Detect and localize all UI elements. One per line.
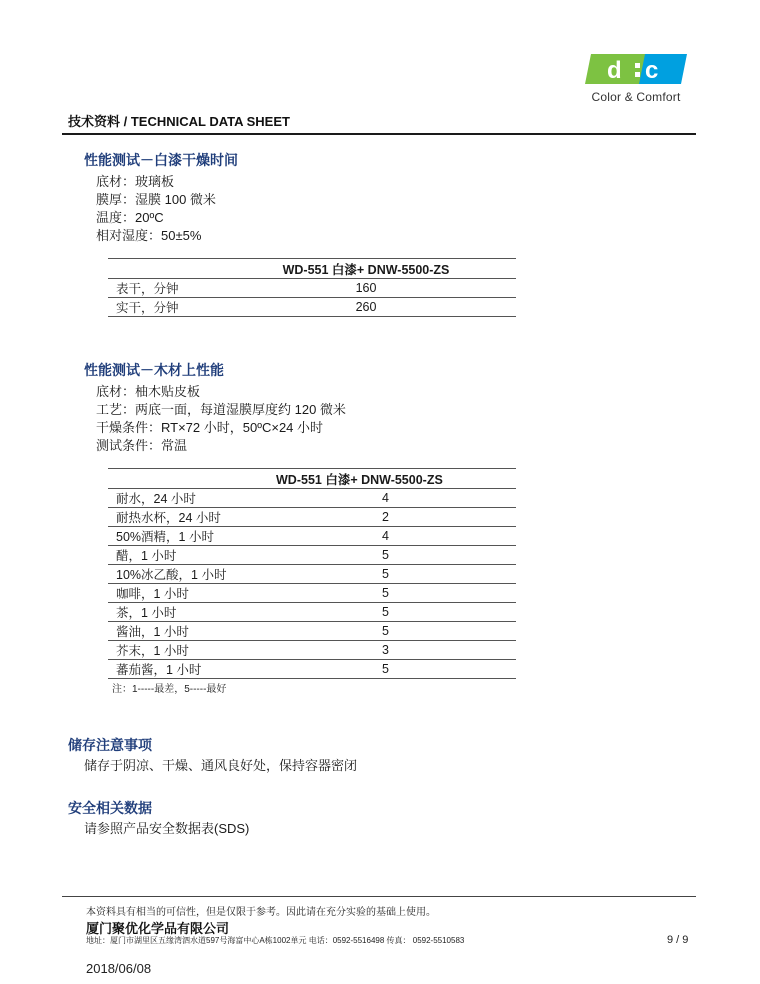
row-label: 表干，分钟 bbox=[108, 279, 216, 298]
row-label: 蕃茄酱，1 小时 bbox=[108, 660, 276, 679]
footer-divider bbox=[62, 896, 696, 897]
table-row bbox=[108, 298, 516, 317]
row-value: 2 bbox=[276, 508, 516, 527]
storage-text: 储存于阴凉、干燥、通风良好处，保持容器密闭 bbox=[84, 758, 358, 773]
row-label: 耐水，24 小时 bbox=[108, 489, 276, 508]
table-row bbox=[108, 546, 516, 565]
footer-address: 地址：厦门市湖里区五缘湾泗水道597号海富中心A栋1002单元 电话：0592-5516498 传真： 0592-5510583 bbox=[86, 936, 465, 945]
table-header: WD-551 白漆+ DNW-5500-ZS bbox=[276, 469, 516, 489]
footer-company-name: 厦门聚优化学品有限公司 bbox=[86, 921, 230, 936]
table-row bbox=[108, 489, 516, 508]
row-label: 实干，分钟 bbox=[108, 298, 216, 317]
row-value: 5 bbox=[276, 622, 516, 641]
company-logo bbox=[585, 52, 687, 104]
table-header-row bbox=[108, 469, 516, 489]
row-value: 260 bbox=[216, 298, 516, 317]
table-row bbox=[108, 279, 516, 298]
document-date: 2018/06/08 bbox=[86, 961, 152, 976]
document-header: 技术资料 / TECHNICAL DATA SHEET bbox=[68, 114, 290, 129]
row-label: 10%冰乙酸，1 小时 bbox=[108, 565, 276, 584]
dic-logo-mark bbox=[585, 52, 687, 86]
row-value: 4 bbox=[276, 489, 516, 508]
row-label: 50%酒精，1 小时 bbox=[108, 527, 276, 546]
row-value: 5 bbox=[276, 584, 516, 603]
spec-drying-conditions: 干燥条件：RT×72 小时，50ºC×24 小时 bbox=[96, 420, 324, 435]
row-label: 醋，1 小时 bbox=[108, 546, 276, 565]
row-value: 5 bbox=[276, 603, 516, 622]
row-label: 耐热水杯，24 小时 bbox=[108, 508, 276, 527]
table-row bbox=[108, 603, 516, 622]
row-value: 5 bbox=[276, 546, 516, 565]
header-divider bbox=[62, 133, 696, 135]
spec-humidity: 相对湿度：50±5% bbox=[96, 228, 202, 243]
safety-text: 请参照产品安全数据表(SDS) bbox=[84, 821, 250, 836]
row-label: 芥末，1 小时 bbox=[108, 641, 276, 660]
logo-letter-c: c bbox=[645, 57, 659, 84]
section-safety-title: 安全相关数据 bbox=[68, 800, 152, 816]
table-row bbox=[108, 527, 516, 546]
page-number: 9 / 9 bbox=[667, 934, 689, 946]
spec-process: 工艺：两底一面，每道湿膜厚度约 120 微米 bbox=[96, 402, 346, 417]
row-label: 咖啡，1 小时 bbox=[108, 584, 276, 603]
logo-tagline: Color & Comfort bbox=[591, 90, 681, 104]
row-label: 酱油，1 小时 bbox=[108, 622, 276, 641]
spec-substrate: 底材：玻璃板 bbox=[96, 174, 175, 189]
table-row bbox=[108, 584, 516, 603]
table-row bbox=[108, 641, 516, 660]
spec-film-thickness: 膜厚：湿膜 100 微米 bbox=[96, 192, 216, 207]
table-header-row bbox=[108, 259, 516, 279]
table-row bbox=[108, 565, 516, 584]
spec-substrate: 底材：柚木贴皮板 bbox=[96, 384, 201, 399]
resistance-table bbox=[108, 468, 516, 679]
row-value: 5 bbox=[276, 660, 516, 679]
table-header: WD-551 白漆+ DNW-5500-ZS bbox=[216, 259, 516, 279]
rating-note: 注：1-----最差，5-----最好 bbox=[112, 684, 227, 695]
spec-test-conditions: 测试条件：常温 bbox=[96, 438, 188, 453]
logo-letter-d: d bbox=[607, 57, 622, 84]
section-storage-title: 储存注意事项 bbox=[68, 737, 152, 753]
row-label: 茶，1 小时 bbox=[108, 603, 276, 622]
drying-time-table bbox=[108, 258, 516, 317]
row-value: 4 bbox=[276, 527, 516, 546]
section-drying-time-title: 性能测试－白漆干燥时间 bbox=[84, 152, 238, 168]
spec-temperature: 温度：20ºC bbox=[96, 210, 164, 225]
row-value: 160 bbox=[216, 279, 516, 298]
section-wood-performance-title: 性能测试－木材上性能 bbox=[84, 362, 224, 378]
table-row bbox=[108, 508, 516, 527]
table-row bbox=[108, 660, 516, 679]
footer-disclaimer: 本资料具有相当的可信性，但是仅限于参考。因此请在充分实验的基础上使用。 bbox=[86, 907, 436, 918]
table-row bbox=[108, 622, 516, 641]
row-value: 5 bbox=[276, 565, 516, 584]
row-value: 3 bbox=[276, 641, 516, 660]
